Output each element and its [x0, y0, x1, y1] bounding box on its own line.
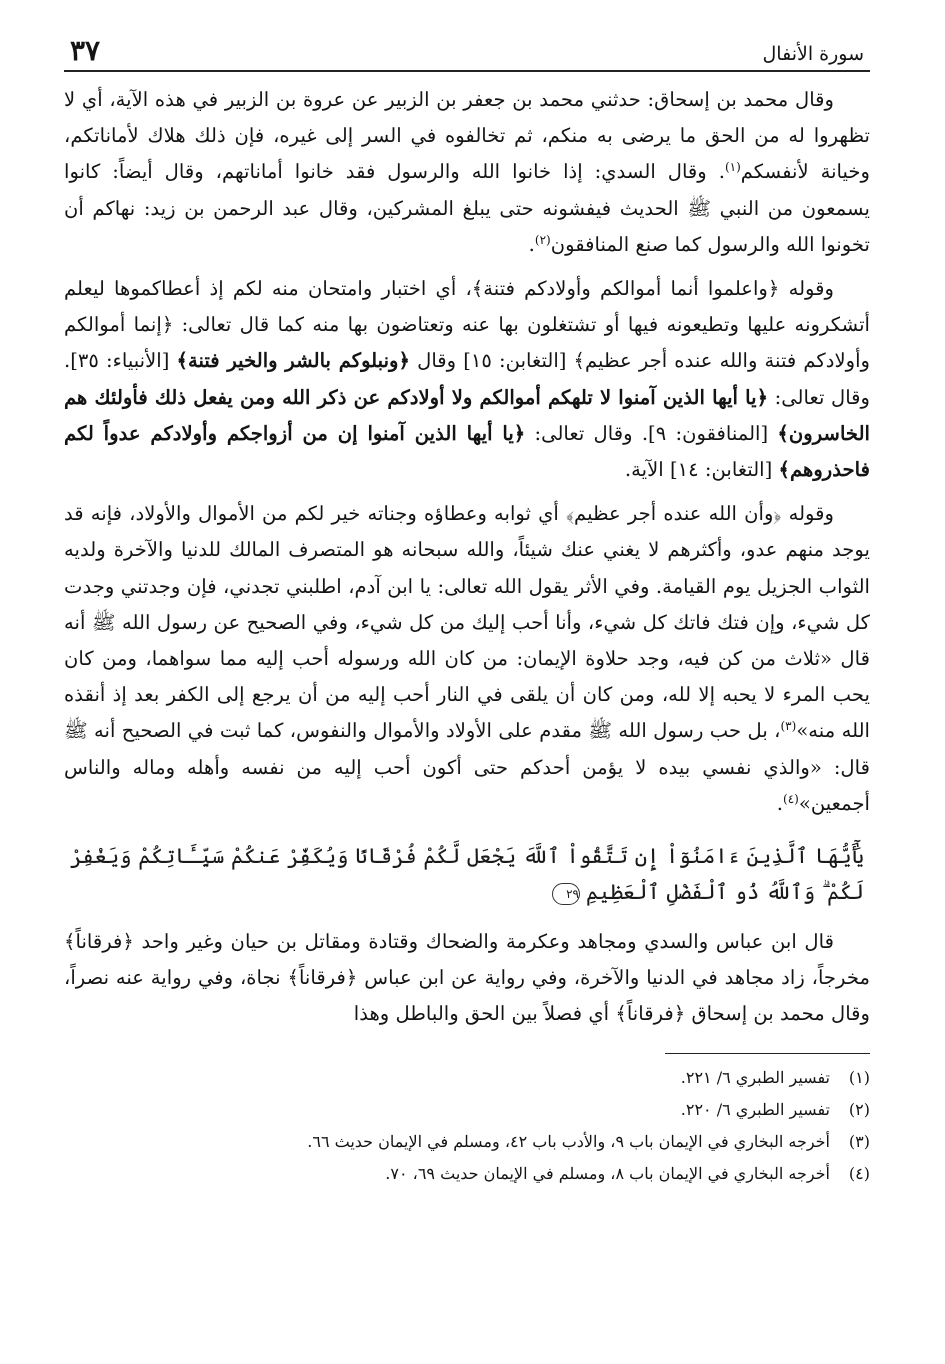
- paragraph-text: وقال محمد بن إسحاق: حدثني محمد بن جعفر بن الزبير عن عروة بن الزبير في هذه الآية، أي لا تظهروا له من الحق ما يرضى به منكم، ثم تخالفوه في السر إلى غيره، فإن ذلك هلاك لأماناتكم، وخيانة لأنفسكم: [64, 88, 871, 184]
- footnote-text: تفسير الطبري ٦/ ٢٢٠.: [680, 1099, 830, 1119]
- footnote-number: (٢): [848, 1099, 870, 1119]
- paragraph-4: [64, 924, 870, 1033]
- footnote-ref[interactable]: (٣): [780, 719, 797, 734]
- footnote-ref[interactable]: (٤): [783, 791, 799, 806]
- paragraph-text: وقوله ﴿واعلموا أنما أموالكم وأولادكم فتنة﴾، أي اختبار وامتحان منه لكم إذ أعطاكموها ليعلم أتشكرونه عليها وتطيعونه فيها أو تشتغلون بها عنه وتعتاضون بها منه كما قال تعالى: ﴿إنما أموالكم وأولادكم فتنة والله عنده أجر عظيم﴾ [التغابن: ١٥] وقال: [64, 277, 870, 373]
- footnote-text: أخرجه البخاري في الإيمان باب ٩، والأدب باب ٤٢، ومسلم في الإيمان حديث ٦٦.: [307, 1131, 830, 1151]
- footnote-1: [64, 1062, 870, 1094]
- quran-quote: ﴿يا أيها الذين آمنوا إن من أزواجكم وأولادكم عدواً لكم فاحذروهم﴾: [64, 421, 870, 482]
- footnote-number: (٤): [848, 1163, 870, 1183]
- page-header: [64, 30, 870, 72]
- footnote-text: تفسير الطبري ٦/ ٢٢١.: [680, 1067, 830, 1087]
- footnote-number: (٣): [848, 1131, 870, 1151]
- footnote-number: (١): [848, 1067, 870, 1087]
- verse-number-badge: ٢٩: [552, 883, 580, 905]
- book-page: [64, 30, 870, 1190]
- paragraph-text: قال ابن عباس والسدي ومجاهد وعكرمة والضحاك وقتادة ومقاتل بن حيان وغير واحد ﴿فرقاناً﴾ مخرجاً، زاد مجاهد في الدنيا والآخرة، وفي رواية عن ابن عباس ﴿فرقاناً﴾ نجاة، وفي رواية عنه نصراً، وقال محمد بن إسحاق ﴿فرقاناً﴾ أي فصلاً بين الحق والباطل وهذا: [64, 930, 870, 1026]
- page-body: [64, 82, 870, 1033]
- paragraph-text: . وقال السدي: إذا خانوا الله والرسول فقد خانوا أماناتهم، وقال أيضاً: كانوا يسمعون من النبي ﷺ الحديث فيفشونه حتى يبلغ المشركين، وقال عبد الرحمن بن زيد: نهاكم أن تخونوا الله والرسول كما صنع المنافقون: [64, 160, 870, 256]
- verse-text: يَٰٓأَيُّهَا ٱلَّذِينَ ءَامَنُوٓاْ إِن تَتَّقُواْ ٱللَّهَ يَجْعَل لَّكُمْ فُرْقَانًا وَيُكَفِّرْ عَنكُمْ سَيِّـَٔاتِكُمْ وَيَغْفِرْ لَكُمْ ۗ وَٱللَّهُ ذُو ٱلْفَضْلِ ٱلْعَظِيمِ: [70, 844, 864, 905]
- paragraph-2: [64, 271, 870, 488]
- paragraph-1: [64, 82, 870, 263]
- footnotes: [64, 1062, 870, 1190]
- footnote-ref[interactable]: (٢): [534, 232, 551, 247]
- paragraph-text: .: [528, 232, 535, 256]
- paragraph-text: [الأنبياء: ٣٥]. وقال تعالى:: [64, 349, 870, 409]
- quran-quote: ﴿ونبلوكم بالشر والخير فتنة﴾: [176, 349, 410, 373]
- footnote-3: [64, 1126, 870, 1158]
- paragraph-text: [المنافقون: ٩]. وقال تعالى:: [525, 421, 778, 445]
- page-number: ٣٧: [70, 34, 101, 67]
- footnote-4: [64, 1158, 870, 1190]
- footnote-text: أخرجه البخاري في الإيمان باب ٨، ومسلم في الإيمان حديث ٦٩، ٧٠.: [385, 1163, 830, 1183]
- paragraph-text: [التغابن: ١٤] الآية.: [624, 458, 779, 482]
- footnote-ref[interactable]: (١): [724, 160, 741, 175]
- quran-quote: ﴿يا أيها الذين آمنوا لا تلهكم أموالكم ولا أولادكم عن ذكر الله ومن يفعل ذلك فأولئك هم الخاسرون﴾: [64, 385, 870, 445]
- paragraph-3: [64, 496, 870, 822]
- paragraph-text: .: [776, 791, 784, 815]
- surah-title: سورة الأنفال: [762, 43, 864, 65]
- quran-verse: [64, 838, 870, 910]
- footnote-divider: [665, 1053, 870, 1054]
- footnote-2: [64, 1094, 870, 1126]
- paragraph-text: وقوله ﴿وأن الله عنده أجر عظيم﴾ أي ثوابه وعطاؤه وجناته خير لكم من الأموال والأولاد، فإنه قد يوجد منهم عدو، وأكثرهم لا يغني عنك شيئاً، والله سبحانه هو المتصرف المالك للدنيا والآخرة ولديه الثواب الجزيل يوم القيامة. وفي الأثر يقول الله تعالى: يا ابن آدم، اطلبني تجدني، فإن وجدتني وجدت كل شيء، وإن فتك فاتك كل شيء، وأنا أحب إليك من كل شيء، وفي الصحيح عن رسول الله ﷺ أنه قال «ثلاث من كن فيه، وجد حلاوة الإيمان: من كان الله ورسوله أحب إليه مما سواهما، ومن كان يحب المرء لا يحبه إلا لله، ومن كان أن يلقى في النار أحب إليه من أن يرجع إلى الكفر بعد إذ أنقذه الله منه»: [64, 502, 870, 743]
- paragraph-text: ، بل حب رسول الله ﷺ مقدم على الأولاد والأموال والنفوس، كما ثبت في الصحيح أنه ﷺ قال: «والذي نفسي بيده لا يؤمن أحدكم حتى أكون أحب إليه من نفسه وأهله وماله والناس أجمعين»: [64, 719, 870, 815]
